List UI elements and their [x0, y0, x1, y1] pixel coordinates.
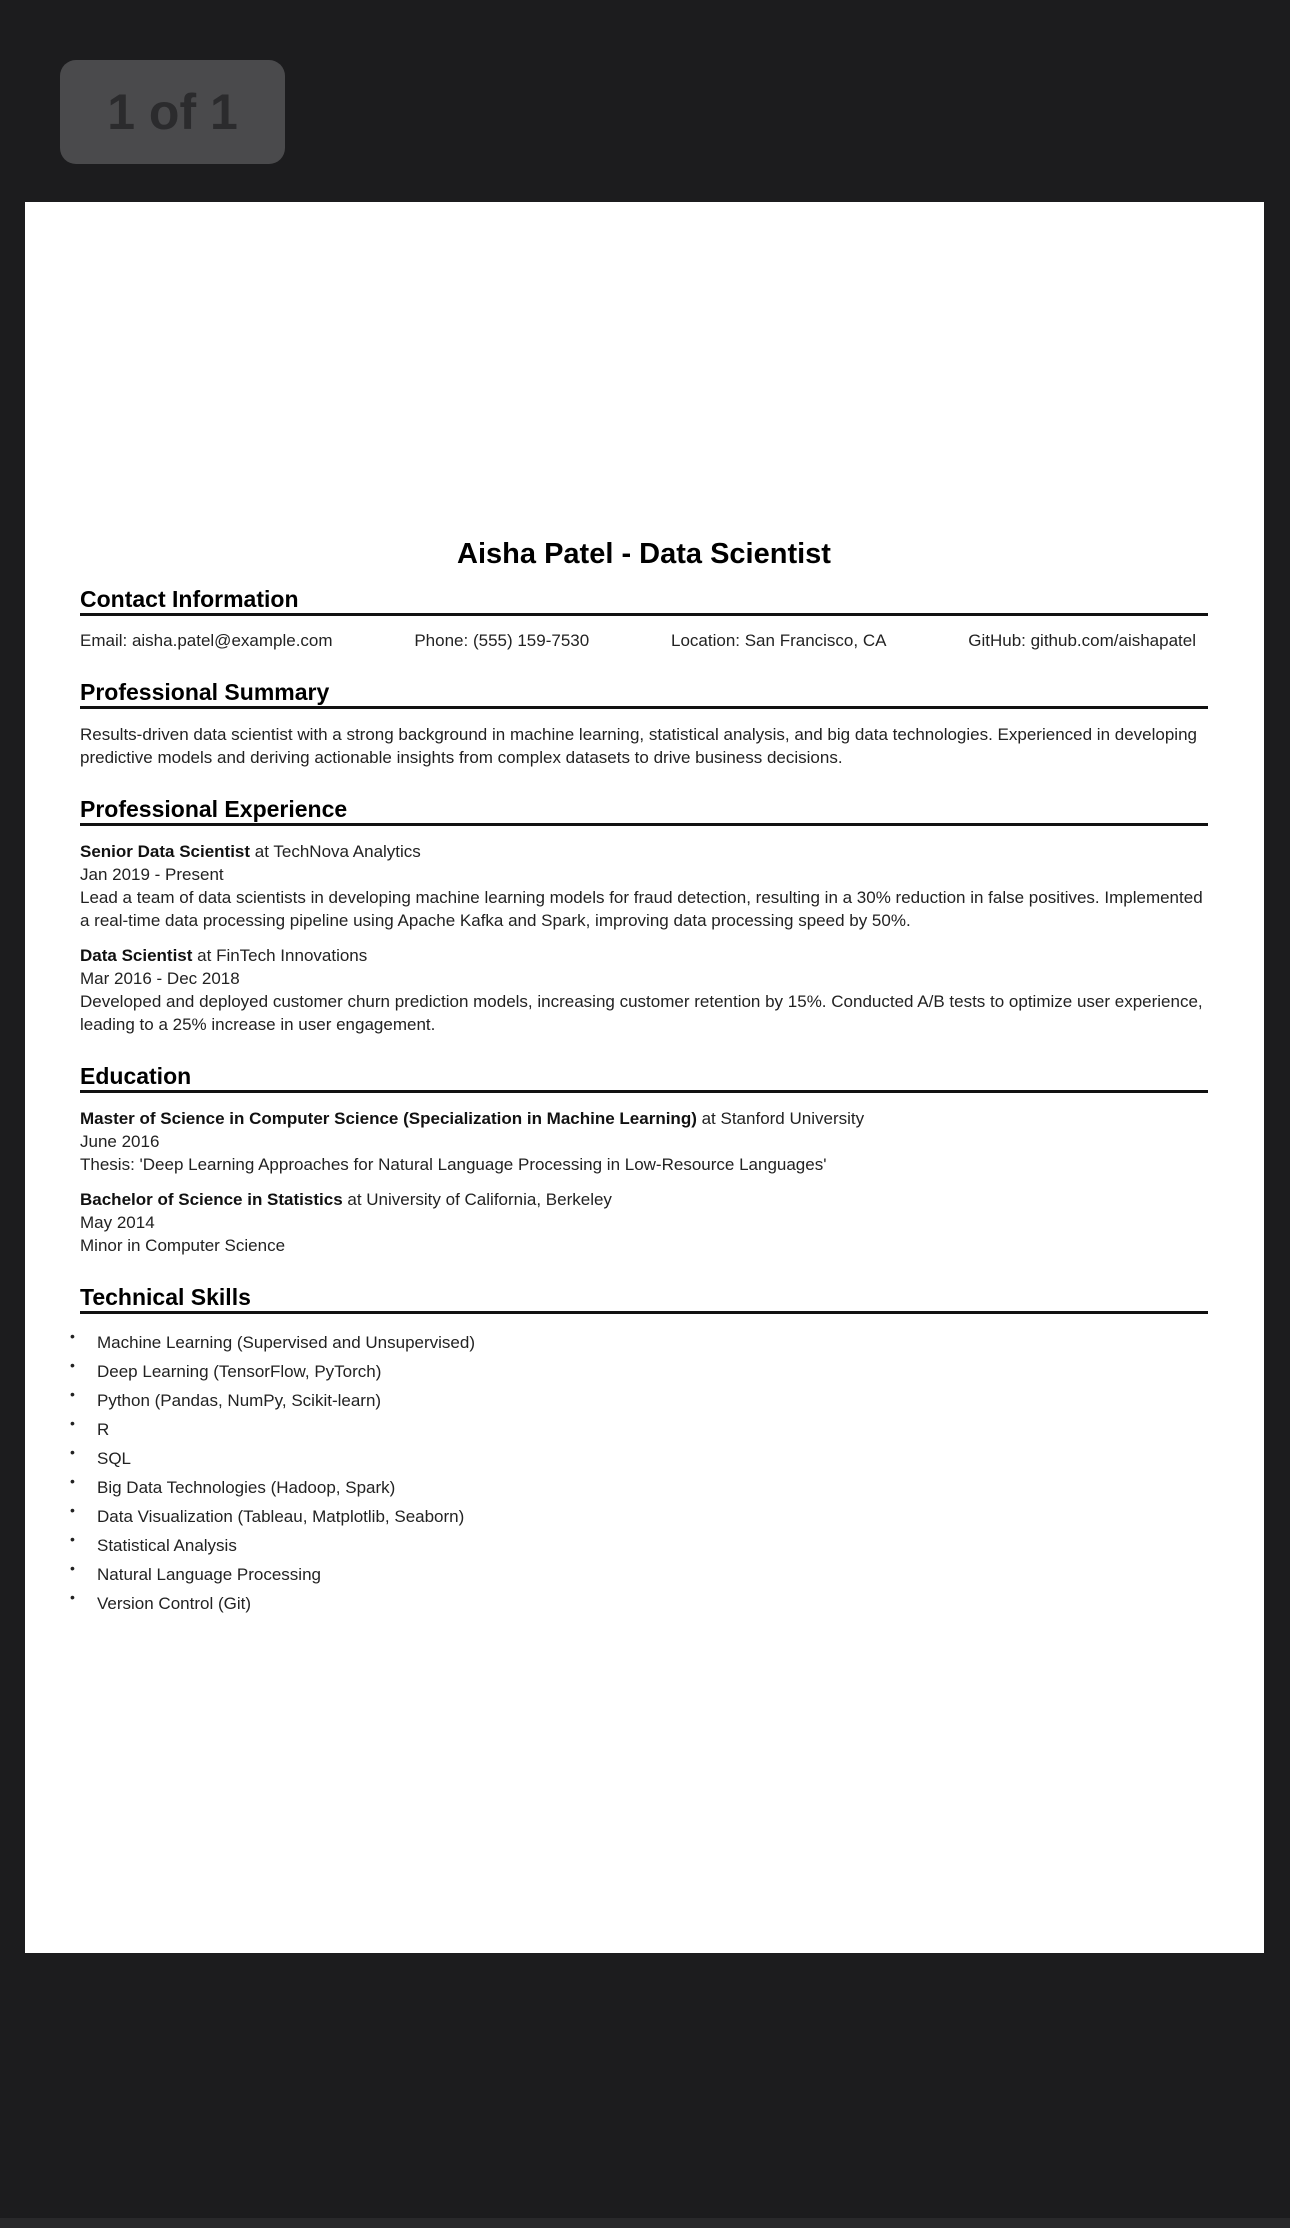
- education-date: June 2016: [80, 1132, 160, 1151]
- education-school: Stanford University: [720, 1109, 865, 1128]
- bottom-bar: [0, 2218, 1290, 2228]
- summary-text: Results-driven data scientist with a strong background in machine learning, statistical analysis, and big data technologies. Experienced in developing predictive models and deriving actionable insights from complex datasets to drive business decisions.: [80, 725, 1197, 767]
- bullet-icon: •: [70, 1328, 75, 1344]
- experience-company: FinTech Innovations: [216, 946, 368, 965]
- education-degree-line: [80, 1188, 1208, 1211]
- skill-item: [70, 1473, 1208, 1502]
- skill-label: Machine Learning (Supervised and Unsupervised): [97, 1333, 475, 1352]
- experience-description: Lead a team of data scientists in developing machine learning models for fraud detection, resulting in a 30% reduction in false positives. Implemented a real-time data processing pipeline using Apache Kafka and Spark, improving data processing speed by 50%.: [80, 888, 1203, 930]
- skill-item: [70, 1502, 1208, 1531]
- experience-company: TechNova Analytics: [273, 842, 421, 861]
- skill-label: R: [97, 1420, 110, 1439]
- experience-role: Senior Data Scientist: [80, 842, 251, 861]
- education-degree: Master of Science in Computer Science (Specialization in Machine Learning): [80, 1109, 697, 1128]
- skill-label: Deep Learning (TensorFlow, PyTorch): [97, 1362, 382, 1381]
- bullet-icon: •: [70, 1444, 75, 1460]
- experience-at: at: [192, 946, 217, 965]
- experience-role: Data Scientist: [80, 946, 193, 965]
- education-date: May 2014: [80, 1213, 155, 1232]
- skill-item: [70, 1415, 1208, 1444]
- bullet-icon: •: [70, 1357, 75, 1373]
- education-school: University of California, Berkeley: [366, 1190, 612, 1209]
- education-section: [80, 1062, 1208, 1257]
- skill-label: SQL: [97, 1449, 132, 1468]
- skill-item: [70, 1531, 1208, 1560]
- skill-label: Python (Pandas, NumPy, Scikit-learn): [97, 1391, 382, 1410]
- skill-item: [70, 1357, 1208, 1386]
- experience-entry: [80, 840, 1208, 932]
- bullet-icon: •: [70, 1502, 75, 1518]
- skill-label: Natural Language Processing: [97, 1565, 321, 1584]
- skill-label: Statistical Analysis: [97, 1536, 237, 1555]
- bullet-icon: •: [70, 1386, 75, 1402]
- bullet-icon: •: [70, 1415, 75, 1431]
- bullet-icon: •: [70, 1473, 75, 1489]
- document-page: [25, 202, 1264, 1953]
- experience-dates: Jan 2019 - Present: [80, 865, 224, 884]
- experience-role-line: [80, 840, 1208, 863]
- education-entry: [80, 1107, 1208, 1176]
- education-degree-line: [80, 1107, 1208, 1130]
- experience-role-line: [80, 944, 1208, 967]
- skill-item: [70, 1444, 1208, 1473]
- resume-content: [70, 537, 1208, 1640]
- bullet-icon: •: [70, 1589, 75, 1605]
- education-heading: Education: [80, 1062, 1208, 1093]
- skill-item: [70, 1560, 1208, 1589]
- experience-dates: Mar 2016 - Dec 2018: [80, 969, 240, 988]
- contact-section: [80, 585, 1208, 652]
- experience-section: [80, 795, 1208, 1036]
- education-at: at: [342, 1190, 367, 1209]
- bullet-icon: •: [70, 1560, 75, 1576]
- skill-label: Version Control (Git): [97, 1594, 251, 1613]
- education-at: at: [696, 1109, 721, 1128]
- resume-title: Aisha Patel - Data Scientist: [457, 538, 831, 570]
- contact-email: Email: aisha.patel@example.com: [80, 631, 333, 650]
- skill-item: [70, 1386, 1208, 1415]
- skills-section: [70, 1283, 1208, 1618]
- education-note: Minor in Computer Science: [80, 1236, 286, 1255]
- contact-location: Location: San Francisco, CA: [671, 631, 887, 650]
- summary-heading: Professional Summary: [80, 678, 1208, 709]
- education-degree: Bachelor of Science in Statistics: [80, 1190, 343, 1209]
- education-note: Thesis: 'Deep Learning Approaches for Natural Language Processing in Low-Resource Languages': [80, 1155, 827, 1174]
- skill-item: [70, 1328, 1208, 1357]
- experience-at: at: [250, 842, 274, 861]
- contact-row: [80, 630, 1208, 652]
- education-entry: [80, 1188, 1208, 1257]
- skills-list: [70, 1328, 1208, 1618]
- skill-item: [70, 1589, 1208, 1618]
- skill-label: Big Data Technologies (Hadoop, Spark): [97, 1478, 396, 1497]
- bullet-icon: •: [70, 1531, 75, 1547]
- contact-phone: Phone: (555) 159-7530: [414, 631, 590, 650]
- skill-label: Data Visualization (Tableau, Matplotlib, Seaborn): [97, 1507, 465, 1526]
- experience-description: Developed and deployed customer churn prediction models, increasing customer retention by 15%. Conducted A/B tests to optimize user experience, leading to a 25% increase in user engagement.: [80, 992, 1203, 1034]
- page-indicator: 1 of 1: [60, 60, 285, 164]
- contact-github: GitHub: github.com/aishapatel: [968, 631, 1196, 650]
- contact-heading: Contact Information: [80, 585, 1208, 616]
- summary-section: [80, 678, 1208, 769]
- experience-heading: Professional Experience: [80, 795, 1208, 826]
- skills-heading: Technical Skills: [80, 1283, 1208, 1314]
- experience-entry: [80, 944, 1208, 1036]
